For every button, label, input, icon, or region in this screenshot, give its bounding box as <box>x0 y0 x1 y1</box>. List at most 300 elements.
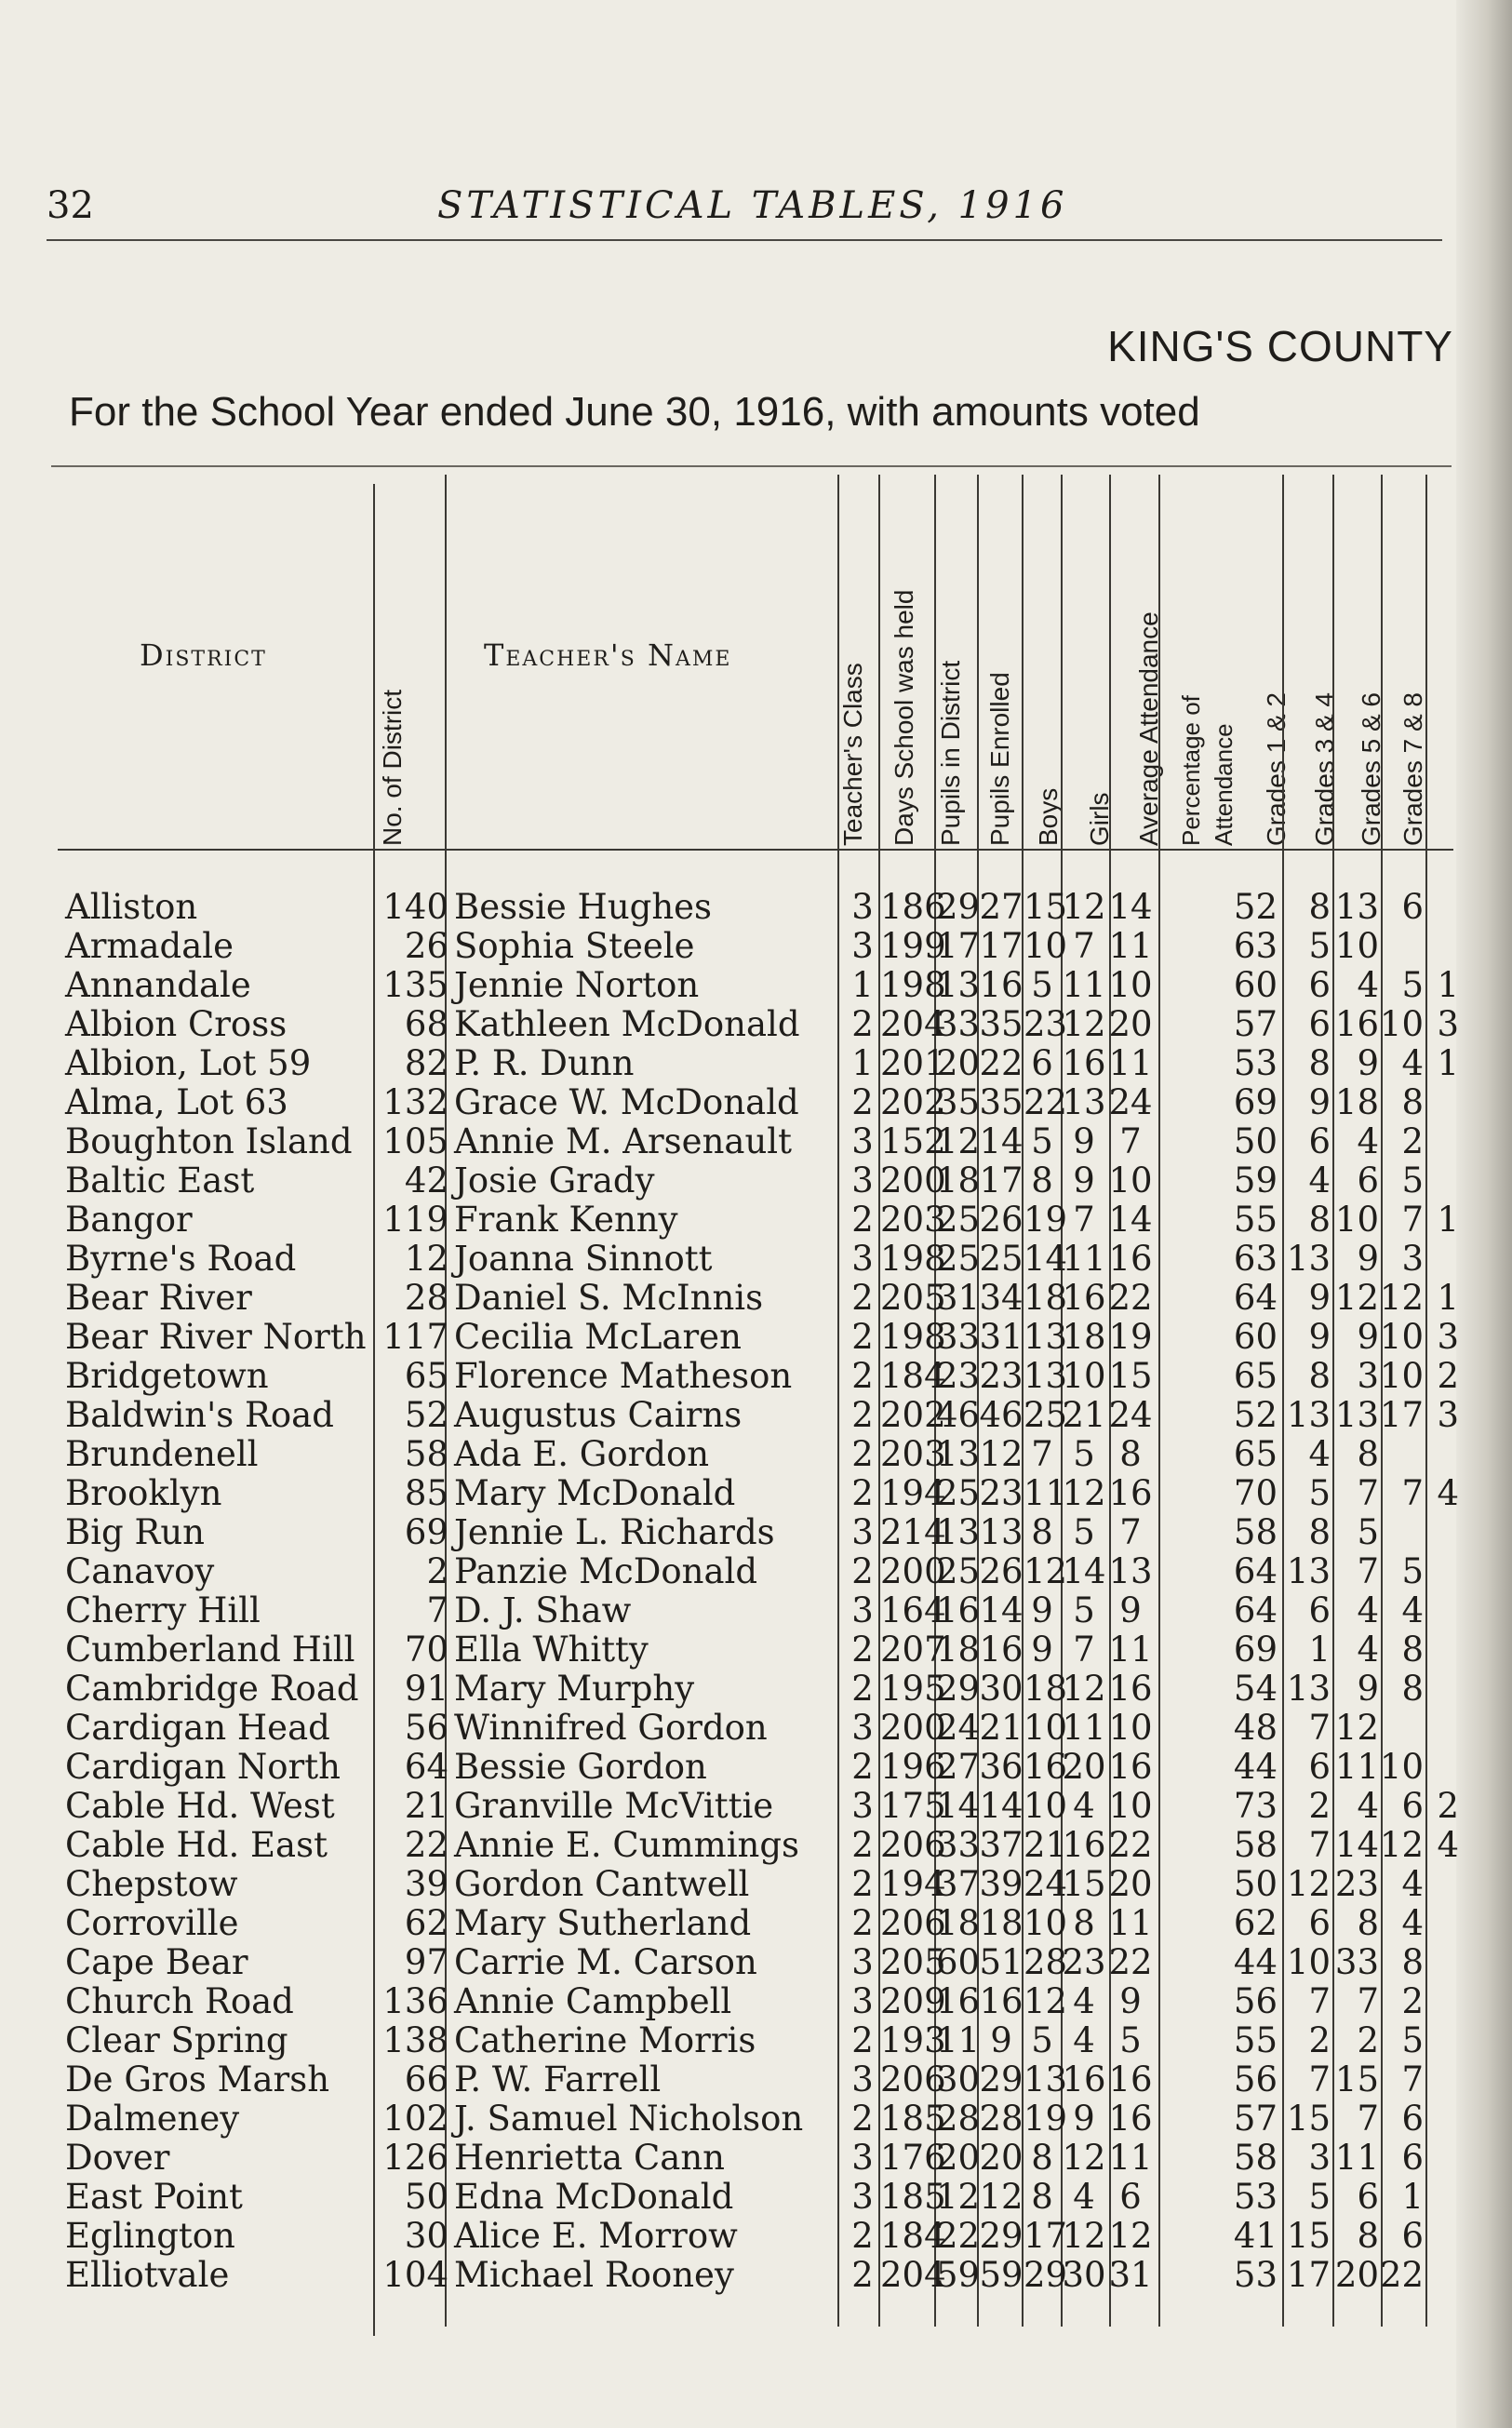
teacher-name-cell: Mary Sutherland <box>454 1903 752 1943</box>
average-attendance-cell: 11 <box>1108 2138 1153 2178</box>
pupils-district-cell: 30 <box>936 2059 981 2099</box>
teacher-name-cell: P. W. Farrell <box>454 2059 662 2099</box>
teacher-class-cell: 3 <box>851 1786 874 1826</box>
grades-3-4-cell: 4 <box>1357 965 1379 1005</box>
table-row <box>0 1122 1512 1161</box>
teacher-class-cell: 2 <box>851 1082 874 1122</box>
boys-cell: 13 <box>1024 1356 1068 1396</box>
teacher-class-cell: 2 <box>851 1864 874 1904</box>
district-cell: Church Road <box>65 1981 294 2021</box>
average-attendance-cell: 15 <box>1108 1356 1153 1396</box>
district-cell: Clear Spring <box>65 2020 288 2060</box>
teacher-class-cell: 2 <box>851 1669 874 1709</box>
grades-5-6-cell: 3 <box>1401 1239 1424 1279</box>
grades-3-4-cell: 12 <box>1334 1708 1379 1748</box>
days-held-cell: 193 <box>880 2020 946 2060</box>
average-attendance-cell: 22 <box>1108 1278 1153 1318</box>
teacher-class-cell: 2 <box>851 1630 874 1670</box>
pupils-district-cell: 46 <box>936 1395 981 1435</box>
grades-3-4-cell: 10 <box>1334 1200 1379 1240</box>
pupils-enrolled-cell: 23 <box>979 1473 1024 1513</box>
girls-cell: 20 <box>1062 1747 1106 1787</box>
district-cell: Cambridge Road <box>65 1669 359 1709</box>
grades-1-2-cell: 13 <box>1286 1669 1331 1709</box>
table-row <box>0 1826 1512 1865</box>
grades-1-2-cell: 15 <box>1286 2099 1331 2139</box>
days-held-cell: 199 <box>880 926 946 966</box>
percentage-cell: 57 <box>1233 2099 1278 2139</box>
grades-3-4-cell: 23 <box>1334 1864 1379 1904</box>
teacher-name-cell: Florence Matheson <box>454 1356 793 1396</box>
grades-3-4-cell: 20 <box>1334 2255 1379 2295</box>
pupils-district-cell: 13 <box>936 965 981 1005</box>
teacher-class-cell: 3 <box>851 1121 874 1161</box>
table-row <box>0 1591 1512 1630</box>
pupils-enrolled-cell: 25 <box>979 1239 1024 1279</box>
district-number-cell: 50 <box>404 2177 448 2217</box>
percentage-cell: 56 <box>1233 2059 1278 2099</box>
percentage-cell: 65 <box>1233 1434 1278 1474</box>
average-attendance-cell: 5 <box>1119 2020 1142 2060</box>
grades-1-2-cell: 5 <box>1308 2177 1331 2217</box>
days-held-cell: 206 <box>880 2059 946 2099</box>
teacher-class-cell: 2 <box>851 1356 874 1396</box>
percentage-cell: 55 <box>1233 2020 1278 2060</box>
percentage-cell: 73 <box>1233 1786 1278 1826</box>
column-header-district: District <box>140 637 267 673</box>
grades-1-2-cell: 8 <box>1308 1043 1331 1083</box>
grades-5-6-cell: 12 <box>1379 1278 1424 1318</box>
grades-1-2-cell: 15 <box>1286 2216 1331 2256</box>
column-header-no-of-district: No. of District <box>378 689 407 846</box>
teacher-name-cell: Joanna Sinnott <box>454 1239 713 1279</box>
days-held-cell: 202 <box>880 1395 946 1435</box>
pupils-district-cell: 12 <box>936 1121 981 1161</box>
boys-cell: 5 <box>1031 1121 1053 1161</box>
teacher-name-cell: Mary Murphy <box>454 1669 695 1709</box>
grades-7-8-cell: 1 <box>1437 1043 1459 1083</box>
percentage-cell: 63 <box>1233 1239 1278 1279</box>
pupils-enrolled-cell: 35 <box>979 1004 1024 1044</box>
grades-3-4-cell: 8 <box>1357 1903 1379 1943</box>
girls-cell: 12 <box>1062 1473 1106 1513</box>
grades-5-6-cell: 8 <box>1401 1082 1424 1122</box>
girls-cell: 7 <box>1073 1200 1095 1240</box>
girls-cell: 23 <box>1062 1942 1106 1982</box>
column-header-pupils-enrolled: Pupils Enrolled <box>985 672 1014 846</box>
teacher-name-cell: P. R. Dunn <box>454 1043 635 1083</box>
grades-5-6-cell: 1 <box>1401 2177 1424 2217</box>
pupils-district-cell: 16 <box>936 1590 981 1630</box>
table-row <box>0 1982 1512 2021</box>
grades-5-6-cell: 4 <box>1401 1903 1424 1943</box>
teacher-class-cell: 3 <box>851 2138 874 2178</box>
pupils-district-cell: 20 <box>936 2138 981 2178</box>
boys-cell: 10 <box>1024 1786 1068 1826</box>
girls-cell: 12 <box>1062 2216 1106 2256</box>
boys-cell: 8 <box>1031 1160 1053 1201</box>
percentage-cell: 62 <box>1233 1903 1278 1943</box>
grades-7-8-cell: 1 <box>1437 1278 1459 1318</box>
teacher-class-cell: 2 <box>851 1825 874 1865</box>
grades-1-2-cell: 2 <box>1308 2020 1331 2060</box>
average-attendance-cell: 16 <box>1108 1669 1153 1709</box>
district-cell: Cardigan North <box>65 1747 341 1787</box>
average-attendance-cell: 7 <box>1119 1512 1142 1552</box>
table-header-rule <box>58 849 1453 851</box>
pupils-enrolled-cell: 14 <box>979 1121 1024 1161</box>
pupils-district-cell: 13 <box>936 1434 981 1474</box>
percentage-cell: 48 <box>1233 1708 1278 1748</box>
grades-1-2-cell: 12 <box>1286 1864 1331 1904</box>
grades-3-4-cell: 4 <box>1357 1630 1379 1670</box>
pupils-district-cell: 23 <box>936 1356 981 1396</box>
teacher-name-cell: Jennie L. Richards <box>454 1512 775 1552</box>
days-held-cell: 204 <box>880 1004 946 1044</box>
days-held-cell: 214 <box>880 1512 946 1552</box>
pupils-district-cell: 25 <box>936 1239 981 1279</box>
district-number-cell: 21 <box>404 1786 448 1826</box>
column-header-grades-5-6: Grades 5 & 6 <box>1357 692 1385 846</box>
grades-3-4-cell: 8 <box>1357 1434 1379 1474</box>
teacher-name-cell: Bessie Hughes <box>454 887 713 927</box>
grades-3-4-cell: 9 <box>1357 1669 1379 1709</box>
average-attendance-cell: 10 <box>1108 1160 1153 1201</box>
pupils-district-cell: 13 <box>936 1512 981 1552</box>
days-held-cell: 175 <box>880 1786 946 1826</box>
pupils-enrolled-cell: 16 <box>979 1630 1024 1670</box>
girls-cell: 5 <box>1073 1590 1095 1630</box>
district-cell: Cumberland Hill <box>65 1630 355 1670</box>
grades-1-2-cell: 4 <box>1308 1160 1331 1201</box>
percentage-cell: 55 <box>1233 1200 1278 1240</box>
boys-cell: 24 <box>1024 1864 1068 1904</box>
grades-5-6-cell: 22 <box>1379 2255 1424 2295</box>
grades-5-6-cell: 6 <box>1401 2138 1424 2178</box>
table-row <box>0 2139 1512 2178</box>
girls-cell: 14 <box>1062 1551 1106 1591</box>
district-cell: Elliotvale <box>65 2255 230 2295</box>
grades-1-2-cell: 13 <box>1286 1239 1331 1279</box>
girls-cell: 12 <box>1062 1669 1106 1709</box>
pupils-enrolled-cell: 29 <box>979 2059 1024 2099</box>
grades-1-2-cell: 8 <box>1308 1512 1331 1552</box>
table-row <box>0 1513 1512 1552</box>
girls-cell: 11 <box>1062 965 1106 1005</box>
girls-cell: 4 <box>1073 1786 1095 1826</box>
girls-cell: 5 <box>1073 1512 1095 1552</box>
grades-5-6-cell: 8 <box>1401 1942 1424 1982</box>
table-row <box>0 1357 1512 1396</box>
grades-1-2-cell: 4 <box>1308 1434 1331 1474</box>
girls-cell: 16 <box>1062 1278 1106 1318</box>
column-header-teachers-class: Teacher's Class <box>838 663 867 846</box>
table-row <box>0 1552 1512 1591</box>
teacher-class-cell: 3 <box>851 1512 874 1552</box>
grades-5-6-cell: 5 <box>1401 1160 1424 1201</box>
girls-cell: 12 <box>1062 2138 1106 2178</box>
grades-3-4-cell: 9 <box>1357 1239 1379 1279</box>
boys-cell: 10 <box>1024 1903 1068 1943</box>
grades-5-6-cell: 8 <box>1401 1669 1424 1709</box>
grades-3-4-cell: 13 <box>1334 1395 1379 1435</box>
grades-5-6-cell: 4 <box>1401 1043 1424 1083</box>
days-held-cell: 184 <box>880 1356 946 1396</box>
table-row <box>0 2021 1512 2060</box>
grades-3-4-cell: 7 <box>1357 1981 1379 2021</box>
district-number-cell: 119 <box>382 1200 448 1240</box>
pupils-enrolled-cell: 59 <box>979 2255 1024 2295</box>
grades-3-4-cell: 6 <box>1357 2177 1379 2217</box>
teacher-class-cell: 3 <box>851 1239 874 1279</box>
district-number-cell: 126 <box>382 2138 448 2178</box>
percentage-cell: 70 <box>1233 1473 1278 1513</box>
teacher-class-cell: 2 <box>851 1903 874 1943</box>
girls-cell: 11 <box>1062 1708 1106 1748</box>
grades-5-6-cell: 12 <box>1379 1825 1424 1865</box>
grades-5-6-cell: 6 <box>1401 2099 1424 2139</box>
pupils-enrolled-cell: 36 <box>979 1747 1024 1787</box>
grades-5-6-cell: 17 <box>1379 1395 1424 1435</box>
grades-7-8-cell: 2 <box>1437 1786 1459 1826</box>
average-attendance-cell: 11 <box>1108 926 1153 966</box>
girls-cell: 11 <box>1062 1239 1106 1279</box>
pupils-district-cell: 25 <box>936 1473 981 1513</box>
district-number-cell: 65 <box>404 1356 448 1396</box>
grades-3-4-cell: 4 <box>1357 1590 1379 1630</box>
average-attendance-cell: 20 <box>1108 1004 1153 1044</box>
pupils-enrolled-cell: 46 <box>979 1395 1024 1435</box>
district-number-cell: 7 <box>426 1590 448 1630</box>
district-number-cell: 140 <box>382 887 448 927</box>
district-number-cell: 102 <box>382 2099 448 2139</box>
days-held-cell: 203 <box>880 1200 946 1240</box>
column-header-girls: Girls <box>1085 792 1114 846</box>
percentage-cell: 52 <box>1233 887 1278 927</box>
average-attendance-cell: 16 <box>1108 2099 1153 2139</box>
grades-3-4-cell: 9 <box>1357 1317 1379 1357</box>
pupils-district-cell: 24 <box>936 1708 981 1748</box>
table-row <box>0 1279 1512 1318</box>
teacher-class-cell: 2 <box>851 1317 874 1357</box>
days-held-cell: 184 <box>880 2216 946 2256</box>
pupils-enrolled-cell: 23 <box>979 1356 1024 1396</box>
grades-3-4-cell: 7 <box>1357 2099 1379 2139</box>
grades-7-8-cell: 1 <box>1437 965 1459 1005</box>
grades-3-4-cell: 7 <box>1357 1551 1379 1591</box>
grades-7-8-cell: 3 <box>1437 1317 1459 1357</box>
days-held-cell: 207 <box>880 1630 946 1670</box>
percentage-cell: 69 <box>1233 1630 1278 1670</box>
grades-1-2-cell: 6 <box>1308 1004 1331 1044</box>
table-row <box>0 1904 1512 1943</box>
days-held-cell: 200 <box>880 1160 946 1201</box>
grades-3-4-cell: 15 <box>1334 2059 1379 2099</box>
table-row <box>0 1240 1512 1279</box>
pupils-enrolled-cell: 9 <box>990 2020 1012 2060</box>
table-row <box>0 2060 1512 2099</box>
grades-3-4-cell: 8 <box>1357 2216 1379 2256</box>
girls-cell: 7 <box>1073 926 1095 966</box>
average-attendance-cell: 9 <box>1119 1981 1142 2021</box>
boys-cell: 17 <box>1024 2216 1068 2256</box>
boys-cell: 6 <box>1031 1043 1053 1083</box>
district-cell: Eglington <box>65 2216 235 2256</box>
percentage-cell: 64 <box>1233 1278 1278 1318</box>
average-attendance-cell: 16 <box>1108 1473 1153 1513</box>
days-held-cell: 198 <box>880 1239 946 1279</box>
percentage-cell: 52 <box>1233 1395 1278 1435</box>
district-number-cell: 26 <box>404 926 448 966</box>
district-cell: Alliston <box>65 887 198 927</box>
table-row <box>0 1161 1512 1201</box>
grades-5-6-cell: 4 <box>1401 1864 1424 1904</box>
district-number-cell: 28 <box>404 1278 448 1318</box>
boys-cell: 13 <box>1024 2059 1068 2099</box>
average-attendance-cell: 20 <box>1108 1864 1153 1904</box>
percentage-cell: 50 <box>1233 1121 1278 1161</box>
grades-7-8-cell: 2 <box>1437 1356 1459 1396</box>
pupils-district-cell: 20 <box>936 1043 981 1083</box>
pupils-enrolled-cell: 14 <box>979 1786 1024 1826</box>
girls-cell: 4 <box>1073 2020 1095 2060</box>
percentage-cell: 57 <box>1233 1004 1278 1044</box>
pupils-district-cell: 22 <box>936 2216 981 2256</box>
grades-3-4-cell: 11 <box>1334 2138 1379 2178</box>
pupils-district-cell: 28 <box>936 2099 981 2139</box>
district-cell: Corroville <box>65 1903 239 1943</box>
grades-1-2-cell: 9 <box>1308 1082 1331 1122</box>
teacher-class-cell: 2 <box>851 1434 874 1474</box>
district-cell: Bear River <box>65 1278 252 1318</box>
grades-3-4-cell: 4 <box>1357 1786 1379 1826</box>
district-cell: Dover <box>65 2138 170 2178</box>
column-header-average-attendance: Average Attendance <box>1134 611 1163 846</box>
table-row <box>0 927 1512 966</box>
table-row <box>0 1630 1512 1670</box>
teacher-name-cell: Annie E. Cummings <box>454 1825 800 1865</box>
column-header-boys: Boys <box>1034 787 1063 846</box>
days-held-cell: 205 <box>880 1278 946 1318</box>
table-row <box>0 1709 1512 1748</box>
girls-cell: 16 <box>1062 2059 1106 2099</box>
percentage-cell: 50 <box>1233 1864 1278 1904</box>
average-attendance-cell: 10 <box>1108 1786 1153 1826</box>
pupils-enrolled-cell: 20 <box>979 2138 1024 2178</box>
grades-1-2-cell: 7 <box>1308 2059 1331 2099</box>
grades-5-6-cell: 2 <box>1401 1121 1424 1161</box>
average-attendance-cell: 19 <box>1108 1317 1153 1357</box>
column-header-days-held: Days School was held <box>890 589 918 846</box>
days-held-cell: 200 <box>880 1708 946 1748</box>
district-number-cell: 62 <box>404 1903 448 1943</box>
district-number-cell: 52 <box>404 1395 448 1435</box>
grades-7-8-cell: 1 <box>1437 1200 1459 1240</box>
boys-cell: 8 <box>1031 2138 1053 2178</box>
pupils-district-cell: 11 <box>936 2020 981 2060</box>
average-attendance-cell: 11 <box>1108 1630 1153 1670</box>
running-title: STATISTICAL TABLES, 1916 <box>437 184 1068 227</box>
girls-cell: 16 <box>1062 1825 1106 1865</box>
teacher-class-cell: 2 <box>851 1747 874 1787</box>
pupils-enrolled-cell: 26 <box>979 1551 1024 1591</box>
teacher-class-cell: 2 <box>851 2255 874 2295</box>
girls-cell: 5 <box>1073 1434 1095 1474</box>
pupils-enrolled-cell: 35 <box>979 1082 1024 1122</box>
average-attendance-cell: 11 <box>1108 1043 1153 1083</box>
boys-cell: 18 <box>1024 1278 1068 1318</box>
teacher-name-cell: Cecilia McLaren <box>454 1317 742 1357</box>
table-row <box>0 1670 1512 1709</box>
days-held-cell: 209 <box>880 1981 946 2021</box>
grades-5-6-cell: 5 <box>1401 965 1424 1005</box>
district-cell: Cardigan Head <box>65 1708 330 1748</box>
boys-cell: 15 <box>1024 887 1068 927</box>
average-attendance-cell: 22 <box>1108 1825 1153 1865</box>
grades-1-2-cell: 6 <box>1308 1903 1331 1943</box>
teacher-name-cell: Catherine Morris <box>454 2020 756 2060</box>
boys-cell: 10 <box>1024 1708 1068 1748</box>
grades-1-2-cell: 5 <box>1308 1473 1331 1513</box>
table-row <box>0 2178 1512 2217</box>
table-top-rule <box>51 465 1452 467</box>
teacher-class-cell: 2 <box>851 1551 874 1591</box>
days-held-cell: 201 <box>880 1043 946 1083</box>
pupils-district-cell: 37 <box>936 1864 981 1904</box>
days-held-cell: 185 <box>880 2177 946 2217</box>
girls-cell: 30 <box>1062 2255 1106 2295</box>
grades-3-4-cell: 4 <box>1357 1121 1379 1161</box>
table-row <box>0 2099 1512 2139</box>
district-number-cell: 82 <box>404 1043 448 1083</box>
teacher-class-cell: 2 <box>851 1004 874 1044</box>
teacher-name-cell: Augustus Cairns <box>454 1395 743 1435</box>
days-held-cell: 203 <box>880 1434 946 1474</box>
teacher-name-cell: Ella Whitty <box>454 1630 649 1670</box>
girls-cell: 4 <box>1073 2177 1095 2217</box>
boys-cell: 19 <box>1024 1200 1068 1240</box>
district-number-cell: 2 <box>426 1551 448 1591</box>
grades-5-6-cell: 10 <box>1379 1747 1424 1787</box>
days-held-cell: 195 <box>880 1669 946 1709</box>
district-number-cell: 138 <box>382 2020 448 2060</box>
boys-cell: 23 <box>1024 1004 1068 1044</box>
teacher-name-cell: Sophia Steele <box>454 926 695 966</box>
average-attendance-cell: 31 <box>1108 2255 1153 2295</box>
days-held-cell: 204 <box>880 2255 946 2295</box>
grades-3-4-cell: 2 <box>1357 2020 1379 2060</box>
grades-1-2-cell: 7 <box>1308 1981 1331 2021</box>
percentage-cell: 54 <box>1233 1669 1278 1709</box>
days-held-cell: 198 <box>880 1317 946 1357</box>
grades-5-6-cell: 5 <box>1401 1551 1424 1591</box>
teacher-name-cell: Kathleen McDonald <box>454 1004 800 1044</box>
grades-3-4-cell: 16 <box>1334 1004 1379 1044</box>
district-cell: Cape Bear <box>65 1942 248 1982</box>
teacher-class-cell: 2 <box>851 2099 874 2139</box>
average-attendance-cell: 14 <box>1108 1200 1153 1240</box>
girls-cell: 16 <box>1062 1043 1106 1083</box>
days-held-cell: 194 <box>880 1473 946 1513</box>
days-held-cell: 185 <box>880 2099 946 2139</box>
page-number: 32 <box>47 184 94 227</box>
pupils-district-cell: 59 <box>936 2255 981 2295</box>
table-row <box>0 2256 1512 2295</box>
pupils-district-cell: 29 <box>936 1669 981 1709</box>
average-attendance-cell: 24 <box>1108 1082 1153 1122</box>
district-number-cell: 91 <box>404 1669 448 1709</box>
district-cell: Big Run <box>65 1512 205 1552</box>
